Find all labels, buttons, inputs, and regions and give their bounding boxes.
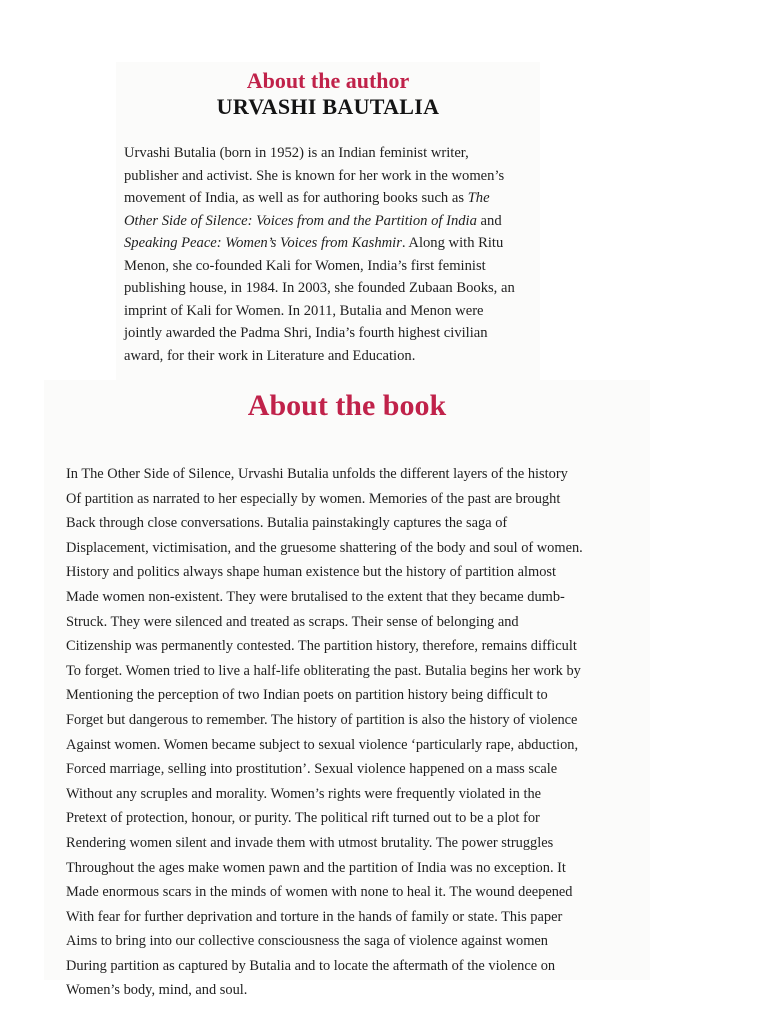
- book-summary-line: With fear for further deprivation and torture in the hands of family or state. This paper: [66, 908, 563, 925]
- book-summary-line: Rendering women silent and invade them with utmost brutality. The power struggles: [66, 834, 554, 851]
- book-summary-line: Mentioning the perception of two Indian poets on partition history being difficult to: [66, 687, 548, 704]
- book-summary-line: Against women. Women became subject to sexual violence ‘particularly rape, abduction,: [66, 736, 579, 753]
- book-summary-line: Forced marriage, selling into prostitution’. Sexual violence happened on a mass scale: [66, 761, 558, 778]
- book-summary-line: Forget but dangerous to remember. The history of partition is also the history of violence: [66, 711, 578, 728]
- book-summary-paragraph: [66, 462, 642, 1003]
- author-name: URVASHI BAUTALIA: [216, 94, 440, 119]
- book-summary-line: Women’s body, mind, and soul.: [66, 982, 248, 999]
- book-summary-line: During partition as captured by Butalia and to locate the aftermath of the violence on: [66, 957, 556, 974]
- about-author-section: [116, 62, 540, 380]
- book-title-the-other-side-of-silence: The Other Side of Silence: Voices from and the Partition of India: [124, 190, 490, 229]
- book-summary-line: Made women non-existent. They were brutalised to the extent that they became dumb-: [66, 588, 565, 605]
- author-bio-intro: Urvashi Butalia (born in 1952) is an Indian feminist writer, publisher and activist. She is known for her work in the women’s movement of India, as well as for authoring books such as: [124, 145, 505, 206]
- book-summary-line: History and politics always shape human existence but the history of partition almost: [66, 564, 556, 581]
- book-summary-line: Without any scruples and morality. Women’s rights were frequently violated in the: [66, 785, 542, 802]
- book-summary-line: In The Other Side of Silence, Urvashi Butalia unfolds the different layers of the history: [66, 466, 568, 482]
- book-summary-line: To forget. Women tried to live a half-life obliterating the past. Butalia begins her work by: [66, 662, 581, 679]
- author-bio-and: and: [476, 212, 502, 229]
- about-author-heading: About the author: [246, 68, 410, 93]
- book-summary-line: Citizenship was permanently contested. The partition history, therefore, remains difficult: [66, 638, 577, 655]
- book-summary-line: Struck. They were silenced and treated as scraps. Their sense of belonging and: [66, 613, 519, 630]
- author-bio-paragraph: [124, 142, 520, 367]
- book-summary-line: Displacement, victimisation, and the gruesome shattering of the body and soul of women.: [66, 539, 583, 556]
- author-bio-rest: . Along with Ritu Menon, she co-founded Kali for Women, India’s first feminist publishing house, in 1984. In 2003, she founded Zubaan Books, an imprint of Kali for Women. In 2011, Butalia and Menon were jointly awarded the Padma Shri, India’s fourth highest civilian award, for their work in Literature and Education.: [124, 235, 515, 364]
- about-book-section: [44, 380, 650, 999]
- book-summary-line: Aims to bring into our collective consciousness the saga of violence against women: [66, 933, 548, 950]
- about-book-heading: About the book: [247, 389, 447, 422]
- book-title-speaking-peace: Speaking Peace: Women’s Voices from Kashmir: [124, 235, 402, 251]
- book-summary-line: Pretext of protection, honour, or purity. The political rift turned out to be a plot for: [66, 810, 540, 827]
- book-summary-line: Made enormous scars in the minds of women with none to heal it. The wound deepened: [66, 884, 573, 901]
- book-summary-line: Throughout the ages make women pawn and the partition of India was no exception. It: [66, 859, 566, 876]
- book-summary-line: Back through close conversations. Butalia painstakingly captures the saga of: [66, 515, 508, 532]
- book-summary-line: Of partition as narrated to her especially by women. Memories of the past are brought: [66, 490, 561, 507]
